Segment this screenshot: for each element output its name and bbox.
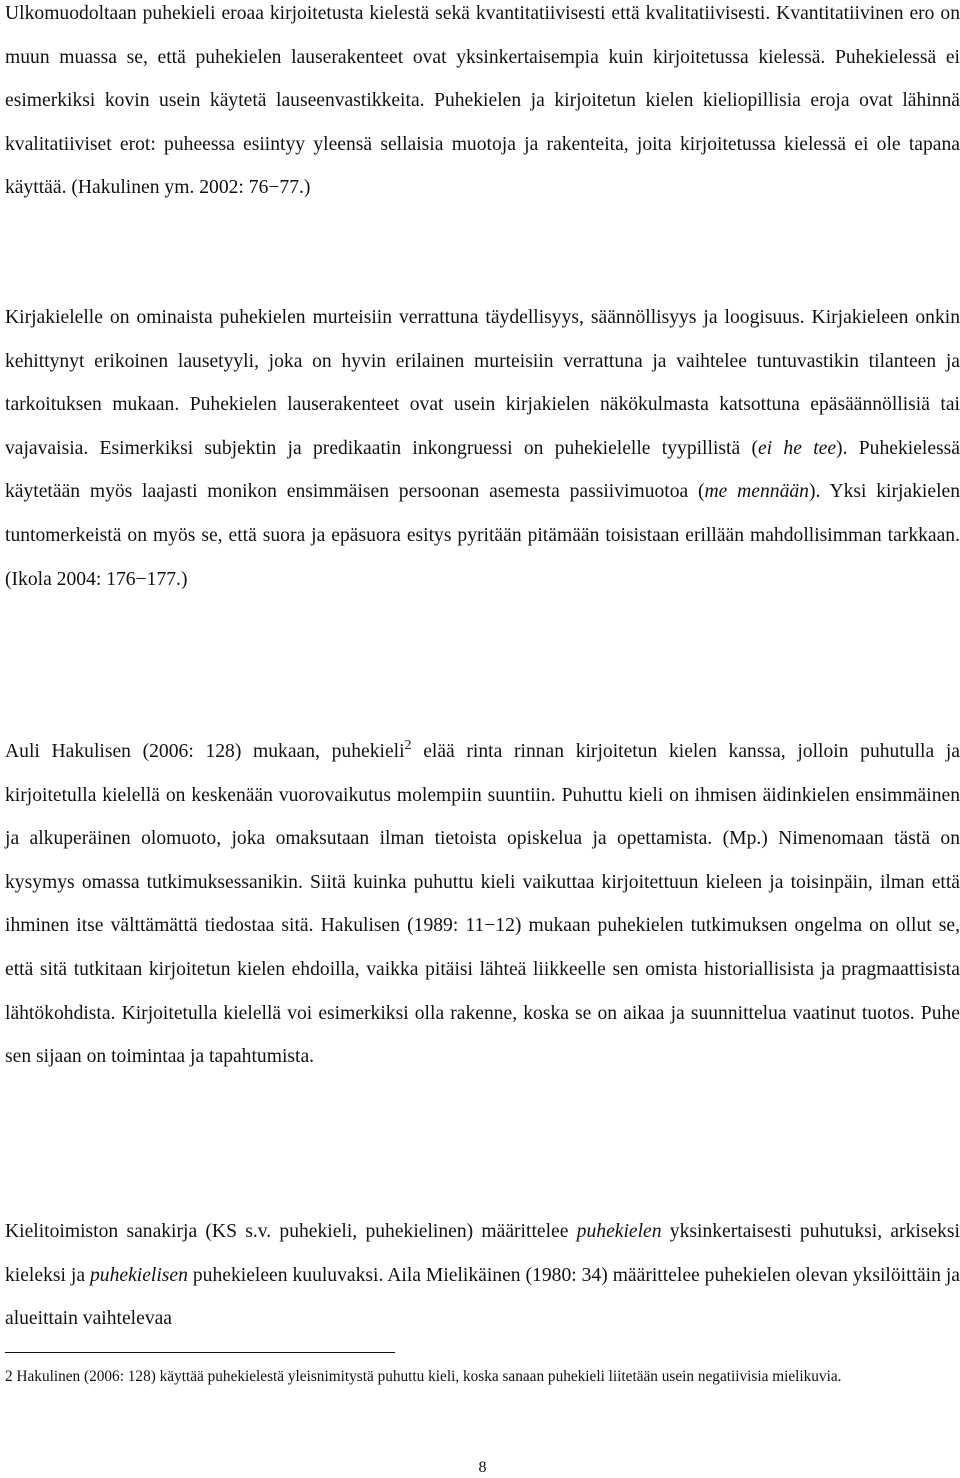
paragraph-4 [5,1210,960,1341]
term-puhekielisen: puhekielisen [89,1264,188,1286]
paragraph-3 [5,730,960,1079]
paragraph-2-text-3: ). Yksi kirjakielen tuntomerkeistä on myös se, että suora ja epäsuora esitys pyritään pitämään toisistaan erillään mahdollisimman tarkkaan. (Ikola 2004: 176−177.) [5,481,960,590]
paragraph-2 [5,296,960,601]
paragraph-1 [5,0,960,210]
paragraph-3-text-2: elää rinta rinnan kirjoitetun kielen kanssa, jolloin puhutulla ja kirjoitetulla kielellä on keskenään vuorovaikutus molempiin suuntiin. Puhuttu kieli on ihmisen äidinkielen ensimmäinen ja alkuperäinen olomuoto, joka omaksutaan ilman tietoista opiskelua ja opettamista. (Mp.) Nimenomaan tästä on kysymys omassa tutkimuksessanikin. Siitä kuinka puhuttu kieli vaikuttaa kirjoitettuun kieleen ja toisinpäin, ilman että ihminen itse välttämättä tiedostaa sitä. Hakulisen (1989: 11−12) mukaan puhekielen tutkimuksen ongelma on ollut se, että sitä tutkitaan kirjoitetun kielen ehdoilla, vaikka pitäisi lähteä liikkeelle sen omista historiallisista ja pragmaattisista lähtökohdista. Kirjoitetulla kielellä voi esimerkiksi olla rakenne, koska se on aikaa ja suunnittelua vaatinut tuotos. Puhe sen sijaan on toimintaa ja tapahtumista. [5,741,960,1068]
paragraph-4-text-3: puhekieleen kuuluvaksi. Aila Mielikäinen (1980: 34) määrittelee puhekielen olevan yksilöittäin ja alueittain vaihtelevaa [5,1264,960,1330]
term-puhekielen: puhekielen [576,1221,662,1242]
paragraph-3-text-1: Auli Hakulisen (2006: 128) mukaan, puhekieli [5,741,405,762]
paragraph-2-text-1: Kirjakielelle on ominaista puhekielen murteisiin verrattuna täydellisyys, säännöllisyys ja loogisuus. Kirjakieleen onkin kehittynyt erikoinen lausetyyli, joka on hyvin erilainen murteisiin verrattuna ja vaihtelee tuntuvastikin tilanteen ja tarkoituksen mukaan. Puhekielen lauserakenteet ovat usein kirjakielen näkökulmasta katsottuna epäsäännöllisiä tai vajavaisia. Esimerkiksi subjektin ja predikaatin inkongruessi on puhekielelle tyypillistä ( [5,307,960,459]
footnote-reference: 2 [404,738,412,753]
footnote-divider [5,1352,395,1353]
page-number: 8 [478,1459,487,1476]
example-ei-he-tee: ei he tee [757,437,837,459]
paragraph-4-text-2: yksinkertaisesti puhutuksi, arkiseksi kieleksi ja [5,1221,960,1286]
paragraph-2-text-2: ). Puhekielessä käytetään myös laajasti monikon ensimmäisen persoonan asemesta passiivimuotoa ( [5,437,960,503]
example-me-mennaan: me mennään [704,481,809,503]
paragraph-4-text-1: Kielitoimiston sanakirja (KS s.v. puhekieli, puhekielinen) määrittelee [5,1221,577,1242]
paragraph-1-text: Ulkomuodoltaan puhekieli eroaa kirjoitetusta kielestä sekä kvantitatiivisesti että kvalitatiivisesti. Kvantitatiivinen ero on muun muassa se, että puhekielen lauserakenteet ovat yksinkertaisempia kuin kirjoitetussa kielessä. Puhekielessä ei esimerkiksi kovin usein käytetä lauseenvastikkeita. Puhekielen ja kirjoitetun kielen kieliopillisia eroja ovat lähinnä kvalitatiiviset erot: puheessa esiintyy yleensä sellaisia muotoja ja rakenteita, joita kirjoitetussa kielessä ei ole tapana käyttää. (Hakulinen ym. 2002: 76−77.) [5,3,960,199]
footnote: 2 Hakulinen (2006: 128) käyttää puhekielestä yleisnimitystä puhuttu kieli, koska sanaan puhekieli liitetään usein negatiivisia mielikuvia. [5,1368,842,1385]
